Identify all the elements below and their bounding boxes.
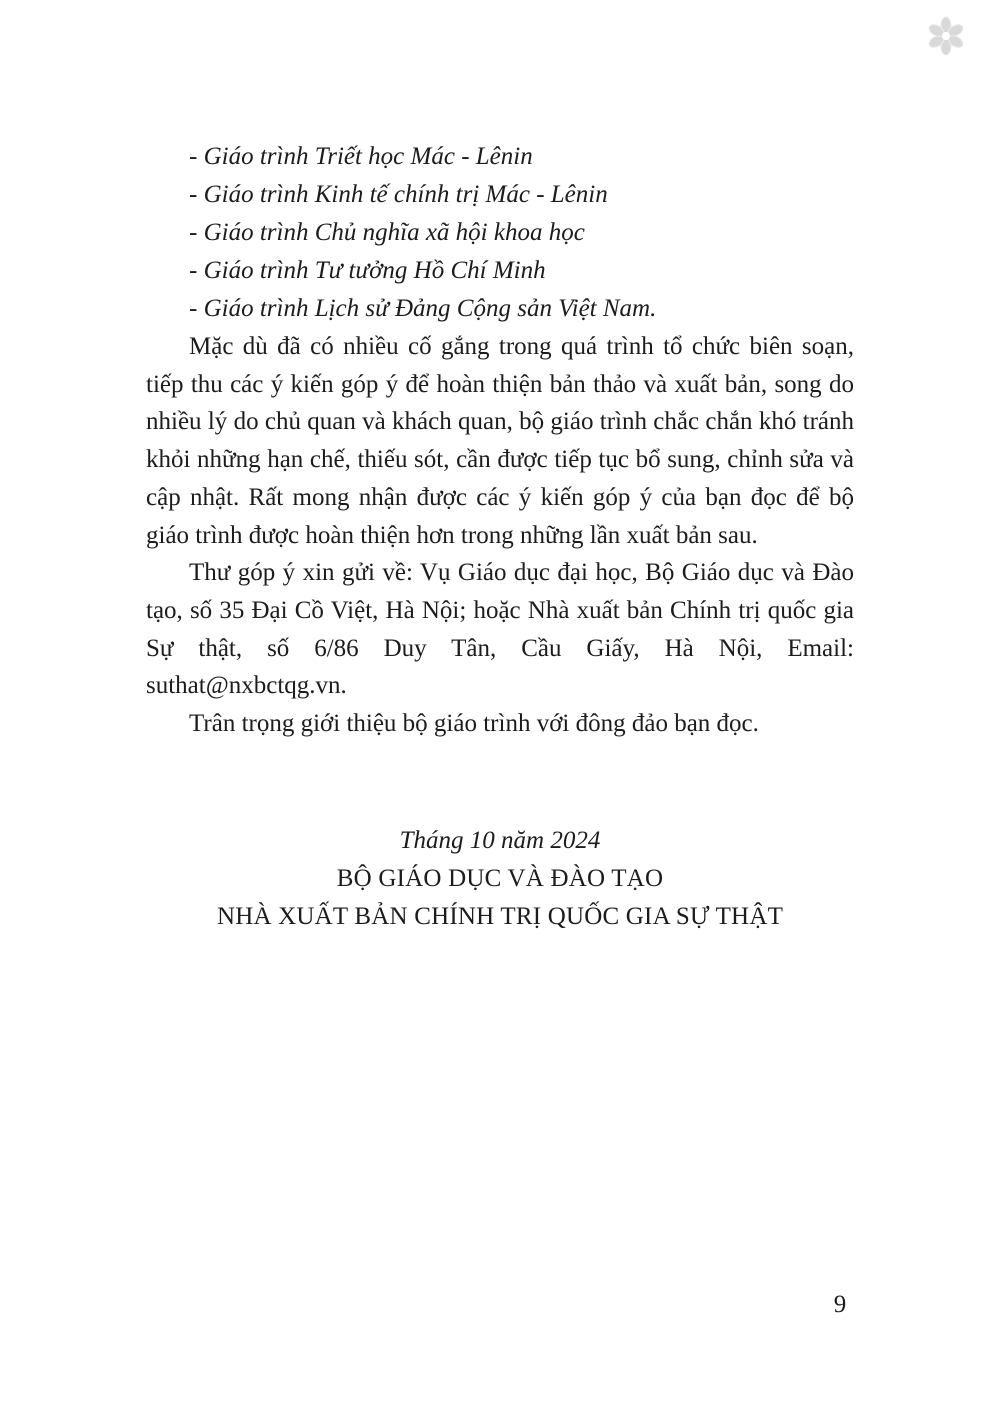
textbook-list <box>146 138 854 328</box>
signoff-date: Tháng 10 năm 2024 <box>399 827 601 854</box>
list-item: - Giáo trình Kinh tế chính trị Mác - Lênin <box>189 181 608 208</box>
list-item: - Giáo trình Lịch sử Đảng Cộng sản Việt Nam. <box>189 295 657 322</box>
body-paragraph: Thư góp ý xin gửi về: Vụ Giáo dục đại học, Bộ Giáo dục và Đào tạo, số 35 Đại Cồ Việt, Hà Nội; hoặc Nhà xuất bản Chính trị quốc gia Sự thật, số 6/86 Duy Tân, Cầu Giấy, Hà Nội, Email: suthat@nxbctqg.vn. <box>146 559 854 700</box>
signoff-publisher: NHÀ XUẤT BẢN CHÍNH TRỊ QUỐC GIA SỰ THẬT <box>216 903 784 930</box>
page-body <box>146 138 854 743</box>
list-item: - Giáo trình Triết học Mác - Lênin <box>189 143 533 170</box>
body-paragraph: Trân trọng giới thiệu bộ giáo trình với đông đảo bạn đọc. <box>189 710 759 738</box>
body-paragraph: Mặc dù đã có nhiều cố gắng trong quá trình tổ chức biên soạn, tiếp thu các ý kiến góp ý để hoàn thiện bản thảo và xuất bản, song do nhiều lý do chủ quan và khách quan, bộ giáo trình chắc chắn khó tránh khỏi những hạn chế, thiếu sót, cần được tiếp tục bổ sung, chỉnh sửa và cập nhật. Rất mong nhận được các ý kiến góp ý của bạn đọc để bộ giáo trình được hoàn thiện hơn trong những lần xuất bản sau. <box>146 333 854 549</box>
signoff-ministry: BỘ GIÁO DỤC VÀ ĐÀO TẠO <box>336 865 664 892</box>
list-item: - Giáo trình Tư tưởng Hồ Chí Minh <box>189 257 546 284</box>
list-item: - Giáo trình Chủ nghĩa xã hội khoa học <box>189 219 585 246</box>
flower-icon <box>926 16 966 56</box>
page-number: 9 <box>833 1291 847 1318</box>
signoff-block <box>146 822 854 936</box>
